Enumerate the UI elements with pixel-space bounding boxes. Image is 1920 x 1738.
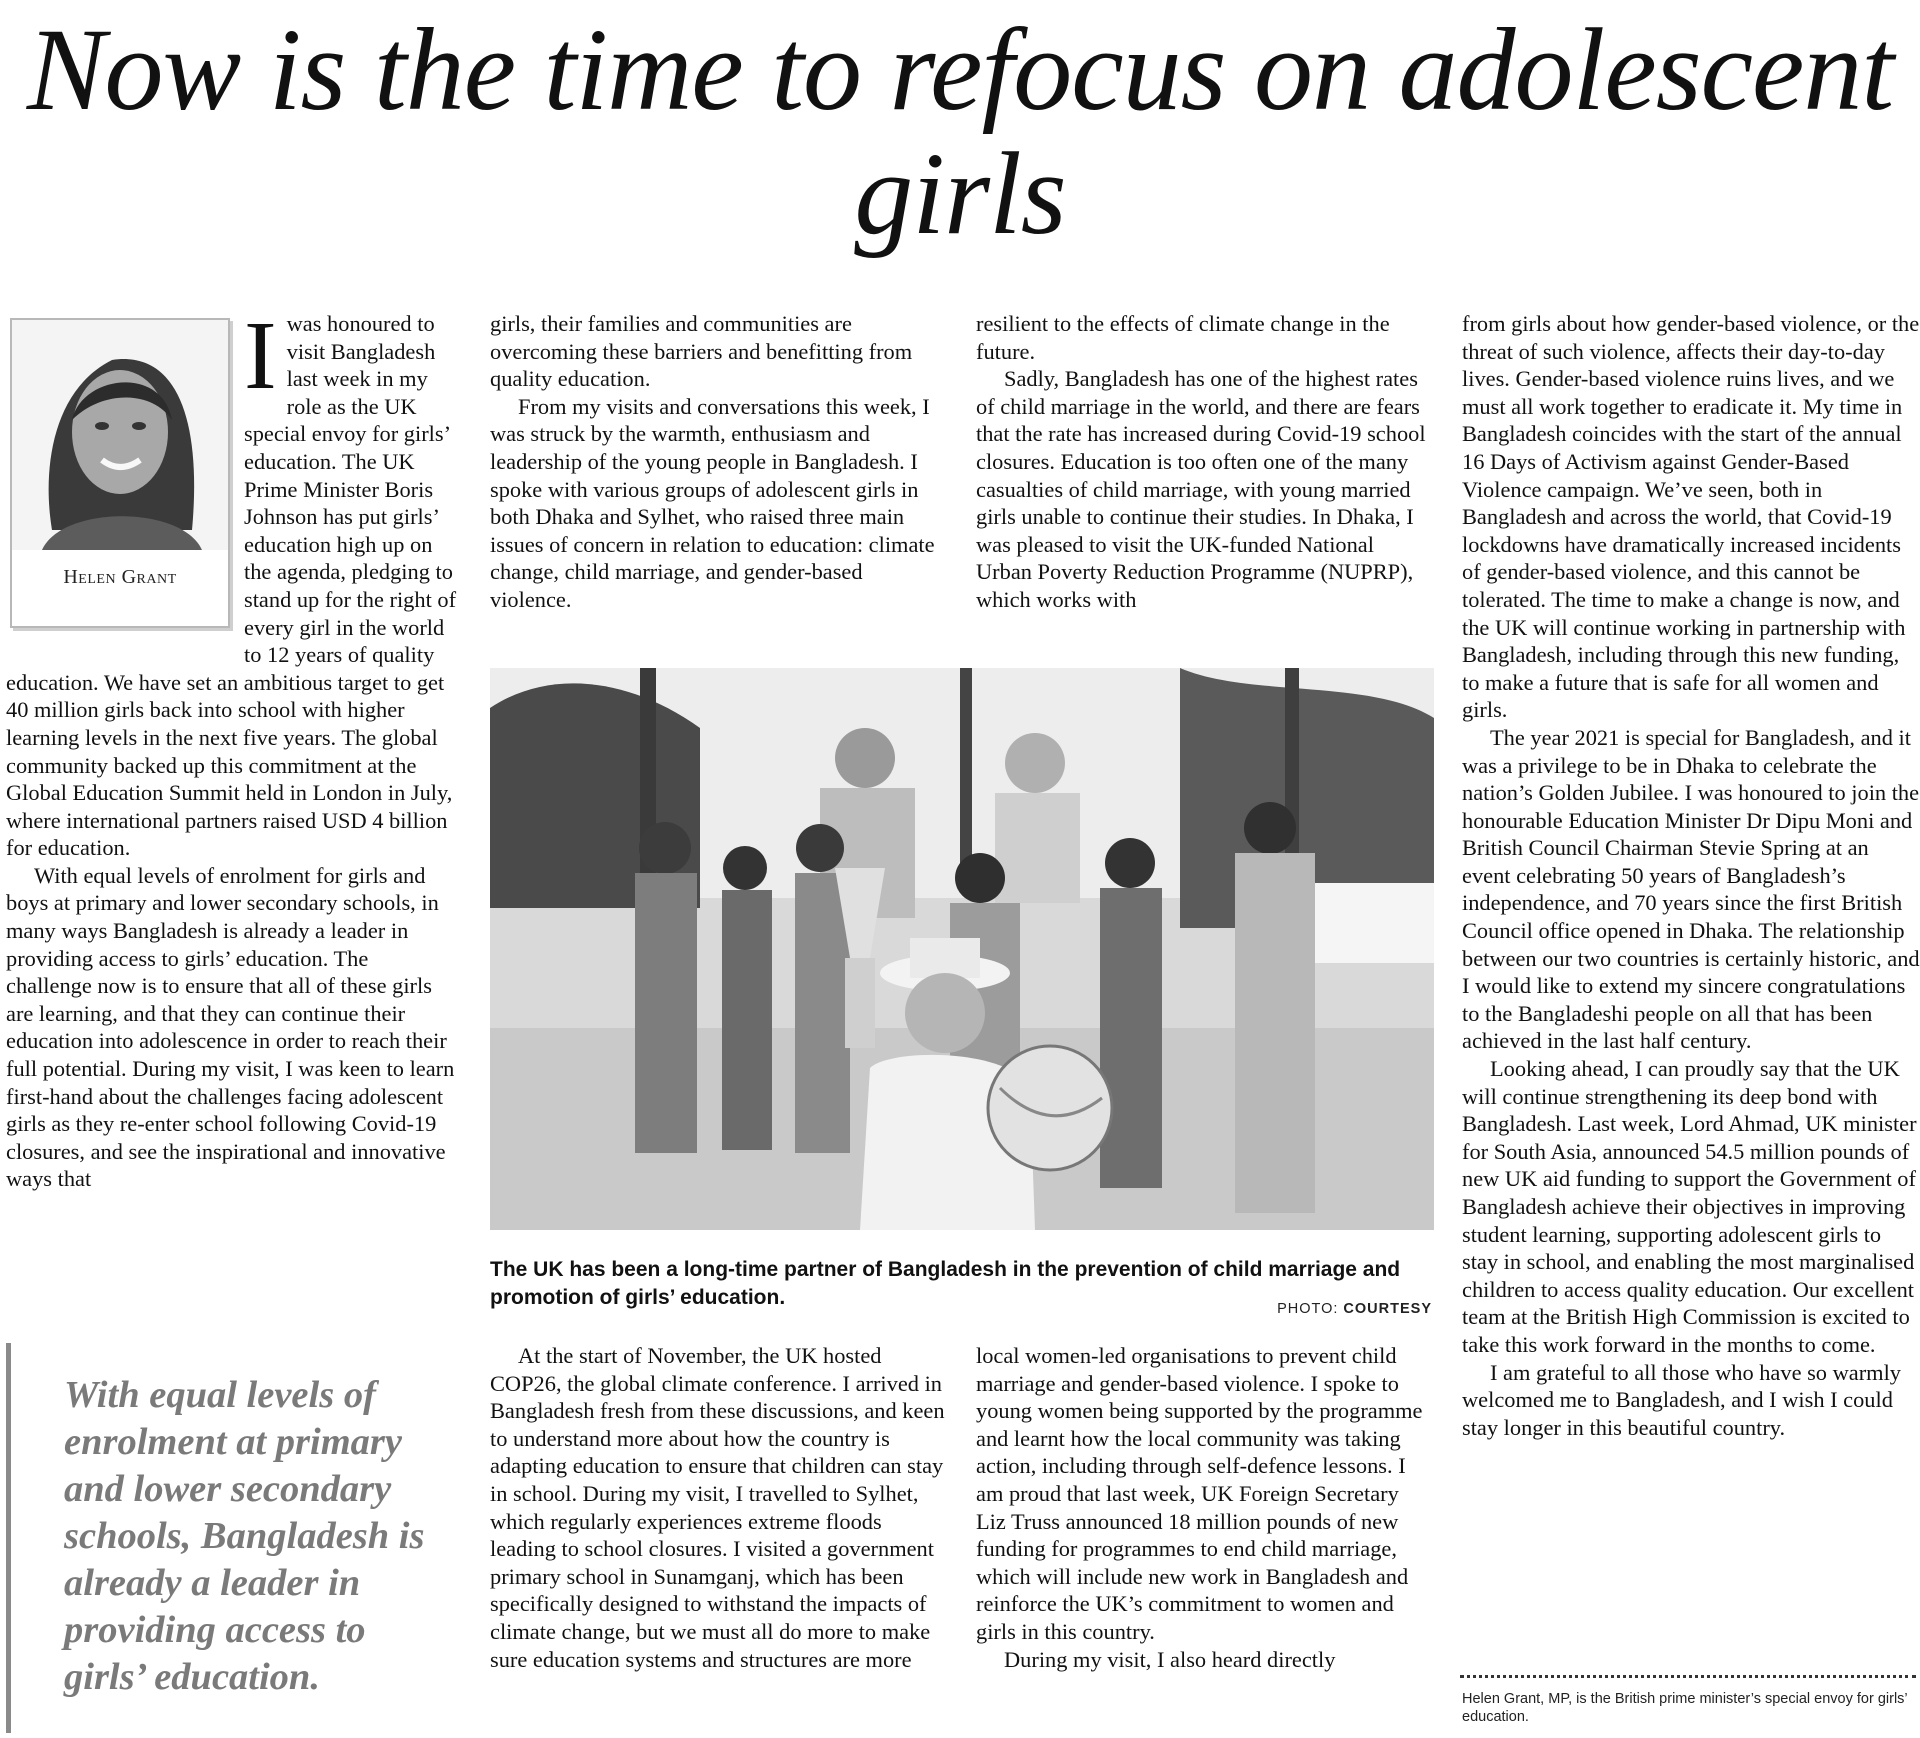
photo-credit: [1256, 1301, 1432, 1317]
photo-caption: The UK has been a long-time partner of Bangladesh in the prevention of child marriage and promotion of girls’ education.: [490, 1258, 1401, 1309]
column-2-top: [490, 310, 948, 614]
col3-paragraph-2: Sadly, Bangladesh has one of the highest rates of child marriage in the world, and there are fears that the rate has increased during Covid-19 school closures. Education is too often one of the many casualties of child marriage, with young married girls unable to continue their studies. In Dhaka, I was pleased to visit the UK-funded National Urban Poverty Reduction Programme (NUPRP), which works with: [976, 366, 1426, 612]
pull-quote-bar: [6, 1343, 11, 1733]
dropcap: I: [244, 302, 277, 410]
col3-paragraph-1: resilient to the effects of climate change in the future.: [976, 311, 1390, 364]
main-photo: [490, 668, 1434, 1230]
col4-paragraph-4: I am grateful to all those who have so warmly welcomed me to Bangladesh, and I wish I could stay longer in this beautiful country.: [1462, 1359, 1902, 1440]
author-footnote: Helen Grant, MP, is the British prime minister’s special envoy for girls’ education.: [1462, 1691, 1908, 1725]
col2-paragraph-2: From my visits and conversations this week, I was struck by the warmth, enthusiasm and leadership of the young people in Bangladesh. I spoke with various groups of adolescent girls in both Dhaka and Sylhet, who raised three main issues of concern in relation to education: climate change, child marriage, and gender-based violence.: [490, 393, 935, 612]
column-4: [1462, 310, 1920, 1441]
footnote-divider: [1460, 1675, 1916, 1678]
author-byline: Helen Grant: [63, 566, 177, 588]
portrait-spacer: [6, 310, 244, 666]
col4-paragraph-1: from girls about how gender-based violence, or the threat of such violence, affects their day-to-day lives. Gender-based violence ruins lives, and we must all work together to eradicate it. My time in Bangladesh coincides with the start of the annual 16 Days of Activism against Gender-Based Violence campaign. We’ve seen, both in Bangladesh and across the world, that Covid-19 lockdowns have dramatically increased incidents of gender-based violence, and this cannot be tolerated. The time to make a change is now, and the UK will continue working in partnership with Bangladesh, including through this new funding, to make a future that is safe for all women and girls.: [1462, 311, 1920, 723]
column-2-bottom: [490, 1342, 948, 1673]
col1-paragraph-1: [6, 302, 458, 862]
col4-paragraph-3: Looking ahead, I can proudly say that the UK will continue strengthening its deep bond with Bangladesh. Last week, Lord Ahmad, UK minister for South Asia, announced 54.5 million pounds of new UK aid funding to support the Government of Bangladesh achieve their objectives in improving student learning, supporting adolescent girls to stay in school, and enabling the most marginalised children to access quality education. Our excellent team at the British High Commission is excited to take this work forward in the months to come.: [1462, 1056, 1917, 1357]
column-3-bottom: [976, 1342, 1434, 1673]
pull-quote: With equal levels of enrolment at primary and lower secondary schools, Bangladesh is already a leader in providing access to girls’ education.: [64, 1374, 425, 1698]
headline: Now is the time to refocus on adolescent girls: [26, 4, 1894, 259]
col1-paragraph-1-text: was honoured to visit Bangladesh last week in my role as the UK special envoy for girls’ education. The UK Prime Minister Boris Johnson has put girls’ education high up on the agenda, pledging to stand up for the right of every girl in the world to 12 years of quality education. We have set an ambitious target to get 40 million girls back into school with higher learning levels in the next five years. The global community backed up this commitment at the Global Education Summit held in London in July, where international partners raised USD 4 billion for education.: [6, 311, 457, 861]
col3-bottom-paragraph-1: local women-led organisations to prevent child marriage and gender-based violence. I spoke to young women being supported by the programme and learnt how the local community was taking action, including through self-defence lessons. I am proud that last week, UK Foreign Secretary Liz Truss announced 18 million pounds of new funding for programmes to end child marriage, which will include new work in Bangladesh and reinforce the UK’s commitment to women and girls in this country.: [976, 1343, 1423, 1644]
col3-bottom-paragraph-2: During my visit, I also heard directly: [1004, 1646, 1336, 1672]
photo-credit-label: PHOTO:: [1277, 1301, 1339, 1317]
column-1: [6, 302, 458, 1193]
col1-paragraph-2: With equal levels of enrolment for girls and boys at primary and lower secondary schools, in many ways Bangladesh is already a leader in providing access to girls’ education. The challenge now is to ensure that all of these girls are learning, and that they can continue their education into adolescence in order to reach their full potential. During my visit, I was keen to learn first-hand about the challenges facing adolescent girls as they re-enter school following Covid-19 closures, and see the inspirational and innovative ways that: [6, 862, 455, 1192]
col2-paragraph-1: girls, their families and communities are overcoming these barriers and benefitting from quality education.: [490, 311, 913, 392]
col2-bottom-paragraph-1: At the start of November, the UK hosted COP26, the global climate conference. I arrived in Bangladesh fresh from these discussions, and keen to understand more about how the country is adapting education to ensure that children can stay in school. During my visit, I travelled to Sylhet, which regularly experiences extreme floods leading to school closures. I visited a government primary school in Sunamganj, which has been specifically designed to withstand the impacts of climate change, but we must all do more to make sure education systems and structures are more: [490, 1343, 945, 1672]
col4-paragraph-2: The year 2021 is special for Bangladesh, and it was a privilege to be in Dhaka to celebrate the nation’s Golden Jubilee. I was honoured to join the honourable Education Minister Dr Dipu Moni and British Council Chairman Stevie Spring at an event celebrating 50 years of Bangladesh’s independence, and 70 years since the first British Council office opened in Dhaka. The relationship between our two countries is certainly historic, and I would like to extend my sincere congratulations to the Bangladeshi people on all that has been achieved in the last half century.: [1462, 724, 1920, 1054]
photo-credit-value: COURTESY: [1343, 1301, 1432, 1317]
column-3-top: [976, 310, 1434, 614]
